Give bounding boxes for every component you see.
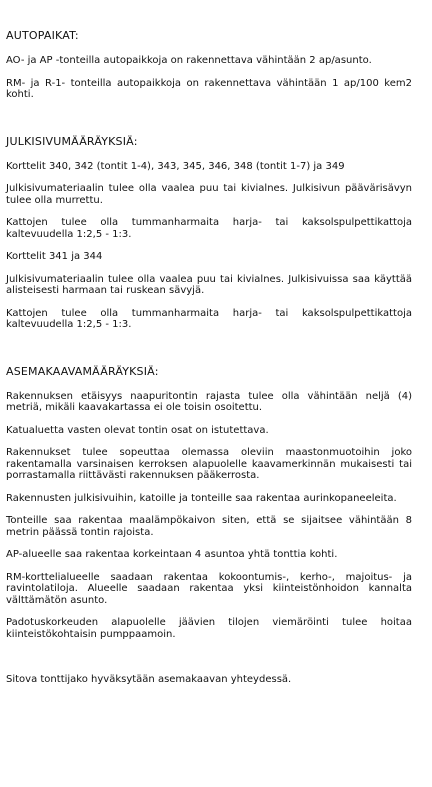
paragraph: Kattojen tulee olla tummanharmaita harja- tai kaksolspulpettikattoja kaltevuudella 1:2,5 - 1:3. [6,217,412,240]
paragraph: Tonteille saa rakentaa maalämpökaivon siten, että se sijaitsee vähintään 8 metrin päässä tontin rajoista. [6,515,412,538]
heading-autopaikat: AUTOPAIKAT: [6,29,79,42]
paragraph: Kattojen tulee olla tummanharmaita harja- tai kaksolspulpettikattoja kaltevuudella 1:2,5 - 1:3. [6,307,412,330]
paragraph: RM- ja R-1- tonteilla autopaikkoja on rakennettava vähintään 1 ap/100 kem2 kohti. [6,77,412,100]
paragraph: Katualuetta vasten olevat tontin osat on istutettava. [6,424,269,436]
paragraph: Rakennusten julkisivuihin, katoille ja tonteille saa rakentaa aurinkopaneeleita. [6,492,397,504]
footer-note: Sitova tonttijako hyväksytään asemakaavan yhteydessä. [6,674,292,685]
paragraph: Rakennukset tulee sopeuttaa olemassa oleviin maastonmuotoihin joko rakentamalla varsinaisen kerroksen alapuolelle kaavamerkinnän mukaisesti tai porrastamalla riittävästi rakennuksen pääkerrosta. [6,447,412,481]
paragraph: RM-korttelialueelle saadaan rakentaa kokoontumis-, kerho-, majoitus- ja ravintolatiloja. Alueelle saadaan rakentaa yksi kiinteistönhoidon kannalta välttämätön asunto. [6,571,412,606]
paragraph: Korttelit 341 ja 344 [6,251,103,262]
paragraph: AO- ja AP -tonteilla autopaikkoja on rakennettava vähintään 2 ap/asunto. [6,55,372,66]
paragraph: Rakennuksen etäisyys naapuritontin rajasta tulee olla vähintään neljä (4) metriä, mikäli kaavakartassa ei ole toisin osoitettu. [6,390,412,413]
heading-asemakaavamaaraykset: ASEMAKAAVAMÄÄRÄYKSIÄ: [6,364,159,378]
paragraph: Julkisivumateriaalin tulee olla vaalea puu tai kivialnes. Julkisivuissa saa käyttää alisteisesti harmaan tai ruskean sävyjä. [6,273,412,296]
heading-julkisivumaaraykset: JULKISIVUMÄÄRÄYKSIÄ: [6,134,138,148]
paragraph: Padotuskorkeuden alapuolelle jäävien tilojen viemäröinti tulee hoitaa kiinteistökohtaisin pumppaamoin. [6,617,412,640]
paragraph: Julkisivumateriaalin tulee olla vaalea puu tai kivialnes. Julkisivun päävärisävyn tulee olla murrettu. [6,183,412,206]
paragraph: Korttelit 340, 342 (tontit 1-4), 343, 345, 346, 348 (tontit 1-7) ja 349 [6,160,345,172]
paragraph: AP-alueelle saa rakentaa korkeintaan 4 asuntoa yhtä tonttia kohti. [6,549,338,560]
